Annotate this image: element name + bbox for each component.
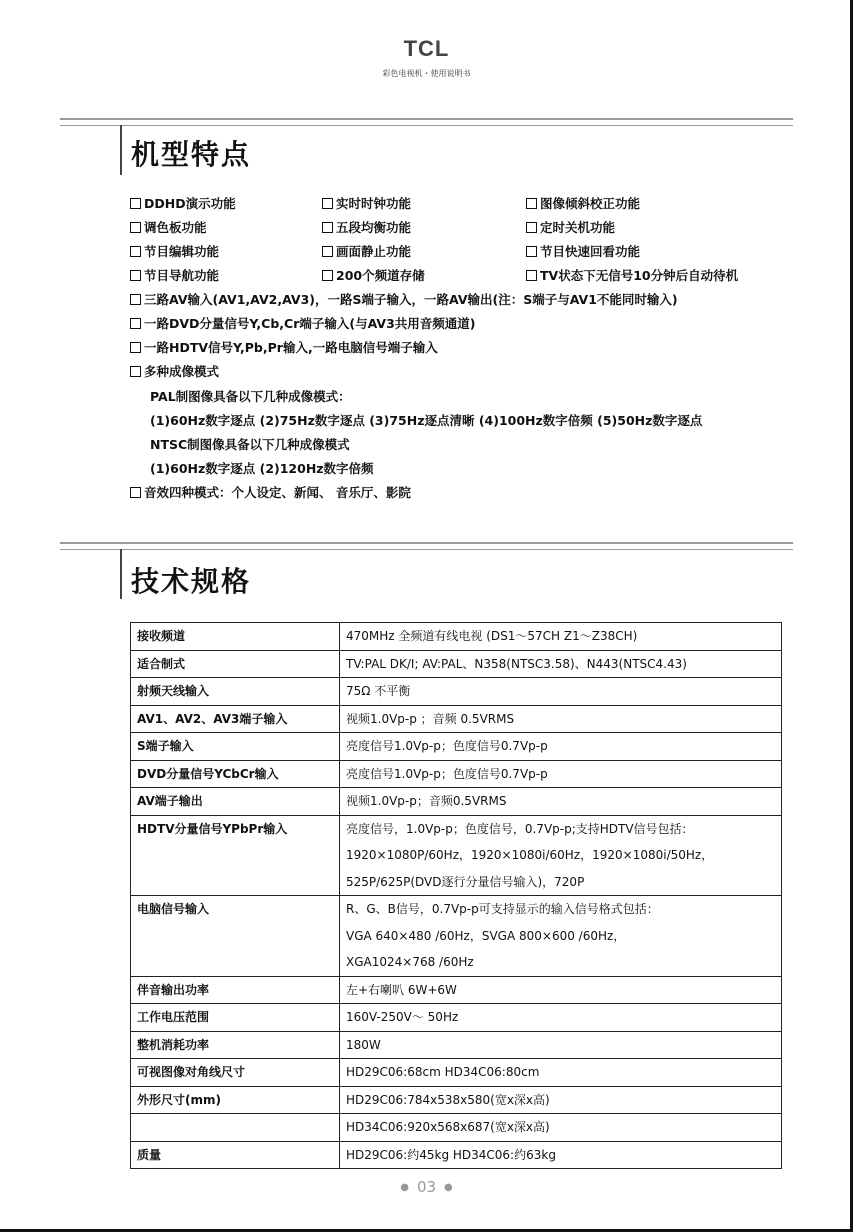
spec-value-line: 亮度信号1.0Vp-p；色度信号0.7Vp-p — [346, 766, 548, 781]
spec-value — [340, 1004, 782, 1032]
checkbox-icon — [322, 222, 333, 233]
checkbox-icon — [130, 198, 141, 209]
spec-value — [340, 896, 782, 977]
spec-label: 整机消耗功率 — [131, 1031, 340, 1059]
spec-label: 适合制式 — [131, 650, 340, 678]
page-number: ● 03 ● — [400, 1178, 453, 1196]
mode-line: PAL制图像具备以下几种成像模式： — [150, 389, 351, 404]
spec-value — [340, 1086, 782, 1114]
feature-line: 多种成像模式 — [130, 362, 219, 380]
feature-item: 节目导航功能 — [130, 266, 219, 284]
section-bar — [120, 549, 122, 599]
feature-item: 画面静止功能 — [322, 242, 411, 260]
checkbox-icon — [130, 487, 141, 498]
spec-value-line: HD29C06:784x538x580(宽x深x高) — [346, 1092, 550, 1107]
table-row — [131, 678, 782, 706]
section-bar — [120, 125, 122, 175]
spec-value-line: HD29C06:约45kg HD34C06:约63kg — [346, 1147, 556, 1162]
spec-label: 射频天线输入 — [131, 678, 340, 706]
spec-value-line: 525P/625P(DVD逐行分量信号输入)，720P — [346, 874, 585, 889]
spec-value-line: 160V-250V～ 50Hz — [346, 1010, 459, 1024]
table-row — [131, 976, 782, 1004]
table-row — [131, 705, 782, 733]
spec-value — [340, 1141, 782, 1169]
feature-item: 200个频道存储 — [322, 266, 425, 284]
table-row — [131, 896, 782, 977]
feature-item: 节目快速回看功能 — [526, 242, 640, 260]
spec-value-line: HD29C06:68cm HD34C06:80cm — [346, 1065, 540, 1079]
spec-label: 工作电压范围 — [131, 1004, 340, 1032]
checkbox-icon — [322, 246, 333, 257]
spec-value — [340, 1031, 782, 1059]
checkbox-icon — [130, 246, 141, 257]
table-row — [131, 733, 782, 761]
header-subtitle: 彩色电视机・使用说明书 — [382, 69, 471, 78]
feature-line: 三路AV输入(AV1,AV2,AV3)，一路S端子输入，一路AV输出(注：S端子与AV1不能同时输入) — [130, 290, 678, 308]
table-row — [131, 788, 782, 816]
table-row — [131, 760, 782, 788]
table-row — [131, 1141, 782, 1169]
section-rule — [60, 118, 793, 126]
checkbox-icon — [130, 366, 141, 377]
mode-line: (1)60Hz数字逐点 (2)75Hz数字逐点 (3)75Hz逐点清晰 (4)100Hz数字倍频 (5)50Hz数字逐点 — [150, 413, 703, 428]
spec-label: S端子输入 — [131, 733, 340, 761]
feature-item: 定时关机功能 — [526, 218, 615, 236]
spec-value-line: R、G、B信号，0.7Vp-p可支持显示的输入信号格式包括： — [346, 902, 659, 916]
table-row — [131, 1114, 782, 1142]
spec-value-line: 180W — [346, 1037, 381, 1052]
spec-label: 电脑信号输入 — [131, 896, 340, 977]
spec-value — [340, 1114, 782, 1142]
checkbox-icon — [322, 270, 333, 281]
feature-item: 调色板功能 — [130, 218, 207, 236]
spec-label: 可视图像对角线尺寸 — [131, 1059, 340, 1087]
checkbox-icon — [322, 198, 333, 209]
table-row — [131, 650, 782, 678]
checkbox-icon — [130, 294, 141, 305]
checkbox-icon — [526, 222, 537, 233]
table-row — [131, 1059, 782, 1087]
spec-value-line: HD34C06:920x568x687(宽x深x高) — [346, 1120, 550, 1134]
spec-value-line: 左+右喇叭 6W+6W — [346, 982, 457, 997]
spec-label: AV端子输出 — [131, 788, 340, 816]
checkbox-icon — [130, 342, 141, 353]
spec-value — [340, 815, 782, 896]
spec-value — [340, 976, 782, 1004]
section-title-features: 机型特点 — [131, 138, 252, 171]
sound-mode-line: 音效四种模式：个人设定、新闻、 音乐厅、影院 — [130, 483, 411, 501]
spec-value — [340, 1059, 782, 1087]
spec-value — [340, 788, 782, 816]
table-row — [131, 1086, 782, 1114]
spec-value-line: 视频1.0Vp-p ；音频 0.5VRMS — [346, 711, 515, 726]
spec-value-line: TV:PAL DK/I; AV:PAL、N358(NTSC3.58)、N443(NTSC4.43) — [346, 656, 687, 671]
section-title-specs: 技术规格 — [131, 565, 252, 598]
spec-value-line: 470MHz 全频道有线电视 (DS1～57CH Z1～Z38CH) — [346, 629, 638, 643]
spec-value — [340, 678, 782, 706]
spec-value — [340, 733, 782, 761]
table-row — [131, 1031, 782, 1059]
spec-label: 接收频道 — [131, 623, 340, 651]
table-row — [131, 623, 782, 651]
feature-item: DDHD演示功能 — [130, 194, 236, 212]
feature-item: 五段均衡功能 — [322, 218, 411, 236]
checkbox-icon — [526, 246, 537, 257]
spec-value-line: 75Ω 不平衡 — [346, 684, 411, 698]
table-row — [131, 815, 782, 896]
spec-label — [131, 1114, 340, 1142]
checkbox-icon — [526, 198, 537, 209]
brand-logo: TCL — [403, 36, 450, 61]
spec-value-line: 视频1.0Vp-p；音频0.5VRMS — [346, 794, 507, 808]
checkbox-icon — [526, 270, 537, 281]
spec-table — [130, 622, 782, 1169]
spec-label: DVD分量信号YCbCr输入 — [131, 760, 340, 788]
feature-line: 一路DVD分量信号Y,Cb,Cr端子输入(与AV3共用音频通道) — [130, 314, 476, 332]
feature-item: 实时时钟功能 — [322, 194, 411, 212]
checkbox-icon — [130, 270, 141, 281]
spec-label: 质量 — [131, 1141, 340, 1169]
mode-line: (1)60Hz数字逐点 (2)120Hz数字倍频 — [150, 461, 374, 476]
feature-line: 一路HDTV信号Y,Pb,Pr输入,一路电脑信号端子输入 — [130, 338, 438, 356]
spec-value-line: 1920×1080P/60Hz，1920×1080i/60Hz，1920×1080i/50Hz， — [346, 848, 714, 862]
spec-value — [340, 623, 782, 651]
section-rule — [60, 542, 793, 550]
checkbox-icon — [130, 318, 141, 329]
spec-label: HDTV分量信号YPbPr输入 — [131, 815, 340, 896]
spec-value — [340, 760, 782, 788]
table-row — [131, 1004, 782, 1032]
spec-label: 外形尺寸(mm) — [131, 1086, 340, 1114]
feature-item: TV状态下无信号10分钟后自动待机 — [526, 266, 738, 284]
spec-value-line: 亮度信号，1.0Vp-p；色度信号，0.7Vp-p;支持HDTV信号包括： — [346, 821, 694, 836]
spec-value — [340, 705, 782, 733]
spec-value-line: 亮度信号1.0Vp-p；色度信号0.7Vp-p — [346, 739, 548, 753]
feature-item: 节目编辑功能 — [130, 242, 219, 260]
checkbox-icon — [130, 222, 141, 233]
mode-line: NTSC制图像具备以下几种成像模式 — [150, 437, 350, 452]
spec-value-line: VGA 640×480 /60Hz，SVGA 800×600 /60Hz， — [346, 928, 626, 943]
spec-label: 伴音输出功率 — [131, 976, 340, 1004]
spec-label: AV1、AV2、AV3端子输入 — [131, 705, 340, 733]
spec-value — [340, 650, 782, 678]
feature-item: 图像倾斜校正功能 — [526, 194, 640, 212]
spec-value-line: XGA1024×768 /60Hz — [346, 955, 474, 969]
